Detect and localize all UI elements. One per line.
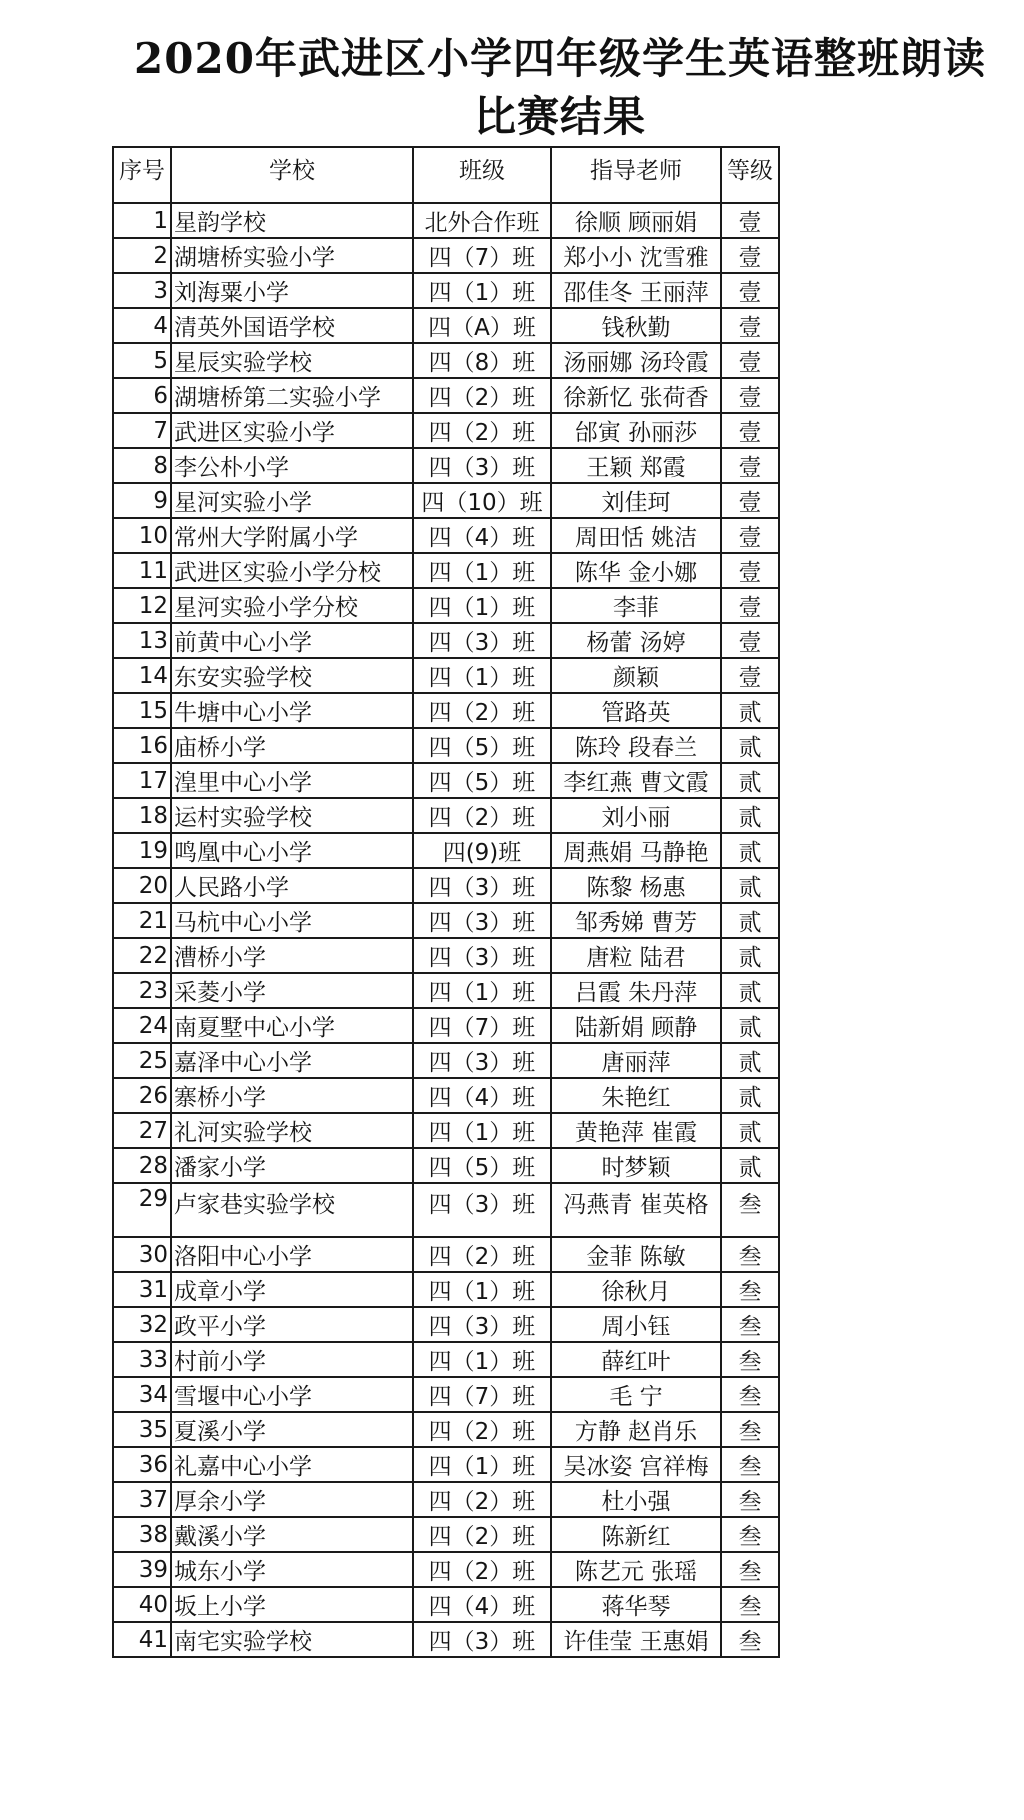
- table-row: [113, 1237, 779, 1272]
- cell-class: 四（1）班: [413, 588, 551, 623]
- cell-class: 四（2）班: [413, 1412, 551, 1447]
- table-row: [113, 1587, 779, 1622]
- table-row: [113, 448, 779, 483]
- cell-grade: 壹: [721, 273, 779, 308]
- cell-school: 武进区实验小学分校: [171, 553, 413, 588]
- cell-class: 四（3）班: [413, 448, 551, 483]
- cell-school: 星韵学校: [171, 203, 413, 238]
- cell-grade: 贰: [721, 938, 779, 973]
- cell-grade: 壹: [721, 658, 779, 693]
- cell-class: 四（2）班: [413, 1237, 551, 1272]
- table-row: [113, 728, 779, 763]
- cell-school: 庙桥小学: [171, 728, 413, 763]
- cell-school: 南宅实验学校: [171, 1622, 413, 1657]
- cell-grade: 叁: [721, 1447, 779, 1482]
- cell-teacher: 陈黎 杨惠: [551, 868, 721, 903]
- cell-school: 礼河实验学校: [171, 1113, 413, 1148]
- cell-teacher: 郑小小 沈雪雅: [551, 238, 721, 273]
- cell-class: 四（5）班: [413, 1148, 551, 1183]
- cell-no: 33: [113, 1342, 171, 1377]
- cell-teacher: 杨蕾 汤婷: [551, 623, 721, 658]
- cell-class: 四（2）班: [413, 413, 551, 448]
- cell-grade: 叁: [721, 1517, 779, 1552]
- cell-grade: 壹: [721, 518, 779, 553]
- cell-grade: 贰: [721, 1113, 779, 1148]
- cell-teacher: 邵佳冬 王丽萍: [551, 273, 721, 308]
- cell-school: 成章小学: [171, 1272, 413, 1307]
- cell-school: 潘家小学: [171, 1148, 413, 1183]
- cell-teacher: 汤丽娜 汤玲霞: [551, 343, 721, 378]
- cell-class: 四（3）班: [413, 903, 551, 938]
- cell-grade: 壹: [721, 483, 779, 518]
- cell-teacher: 颜颖: [551, 658, 721, 693]
- cell-no: 35: [113, 1412, 171, 1447]
- cell-teacher: 钱秋勤: [551, 308, 721, 343]
- cell-no: 7: [113, 413, 171, 448]
- cell-teacher: 金菲 陈敏: [551, 1237, 721, 1272]
- cell-teacher: 冯燕青 崔英格: [551, 1183, 721, 1237]
- cell-teacher: 周小钰: [551, 1307, 721, 1342]
- cell-class: 四（7）班: [413, 1008, 551, 1043]
- cell-no: 15: [113, 693, 171, 728]
- cell-class: 四（3）班: [413, 1183, 551, 1237]
- cell-teacher: 陈艺元 张瑶: [551, 1552, 721, 1587]
- table-row: [113, 833, 779, 868]
- cell-no: 10: [113, 518, 171, 553]
- cell-school: 湖塘桥实验小学: [171, 238, 413, 273]
- cell-class: 四（1）班: [413, 1342, 551, 1377]
- table-row: [113, 1377, 779, 1412]
- cell-grade: 叁: [721, 1377, 779, 1412]
- cell-no: 36: [113, 1447, 171, 1482]
- table-row: [113, 798, 779, 833]
- cell-grade: 贰: [721, 728, 779, 763]
- cell-school: 采菱小学: [171, 973, 413, 1008]
- cell-class: 四（1）班: [413, 658, 551, 693]
- cell-class: 四（2）班: [413, 798, 551, 833]
- cell-school: 马杭中心小学: [171, 903, 413, 938]
- cell-school: 村前小学: [171, 1342, 413, 1377]
- cell-grade: 叁: [721, 1482, 779, 1517]
- cell-no: 20: [113, 868, 171, 903]
- cell-no: 8: [113, 448, 171, 483]
- cell-school: 漕桥小学: [171, 938, 413, 973]
- cell-teacher: 吕霞 朱丹萍: [551, 973, 721, 1008]
- cell-class: 四（10）班: [413, 483, 551, 518]
- cell-no: 40: [113, 1587, 171, 1622]
- cell-grade: 壹: [721, 378, 779, 413]
- cell-grade: 叁: [721, 1412, 779, 1447]
- table-row: [113, 1043, 779, 1078]
- cell-school: 清英外国语学校: [171, 308, 413, 343]
- cell-no: 24: [113, 1008, 171, 1043]
- title-line-1: 2020年武进区小学四年级学生英语整班朗读: [134, 34, 986, 83]
- table-row: [113, 693, 779, 728]
- cell-class: 四（2）班: [413, 378, 551, 413]
- cell-no: 1: [113, 203, 171, 238]
- table-row: [113, 483, 779, 518]
- cell-grade: 壹: [721, 238, 779, 273]
- cell-grade: 壹: [721, 448, 779, 483]
- table-row: [113, 238, 779, 273]
- title-line-2: 比赛结果: [473, 92, 646, 141]
- cell-teacher: 管路英: [551, 693, 721, 728]
- cell-teacher: 陆新娟 顾静: [551, 1008, 721, 1043]
- cell-no: 13: [113, 623, 171, 658]
- cell-class: 四（2）班: [413, 693, 551, 728]
- cell-school: 星辰实验学校: [171, 343, 413, 378]
- cell-grade: 壹: [721, 343, 779, 378]
- cell-class: 四（2）班: [413, 1552, 551, 1587]
- cell-teacher: 陈玲 段春兰: [551, 728, 721, 763]
- cell-school: 星河实验小学分校: [171, 588, 413, 623]
- cell-grade: 贰: [721, 1008, 779, 1043]
- cell-class: 四（7）班: [413, 1377, 551, 1412]
- cell-school: 南夏墅中心小学: [171, 1008, 413, 1043]
- cell-grade: 叁: [721, 1552, 779, 1587]
- table-row: [113, 203, 779, 238]
- cell-no: 25: [113, 1043, 171, 1078]
- cell-grade: 贰: [721, 1043, 779, 1078]
- cell-school: 武进区实验小学: [171, 413, 413, 448]
- cell-no: 29: [113, 1183, 171, 1237]
- table-row: [113, 343, 779, 378]
- cell-class: 四（8）班: [413, 343, 551, 378]
- table-row: [113, 1078, 779, 1113]
- table-row: [113, 1447, 779, 1482]
- cell-class: 四（5）班: [413, 728, 551, 763]
- table-row: [113, 1307, 779, 1342]
- table-row: [113, 1008, 779, 1043]
- cell-teacher: 邰寅 孙丽莎: [551, 413, 721, 448]
- cell-class: 四（7）班: [413, 238, 551, 273]
- cell-class: 四（A）班: [413, 308, 551, 343]
- cell-teacher: 周燕娟 马静艳: [551, 833, 721, 868]
- cell-grade: 壹: [721, 623, 779, 658]
- header-class: 班级: [413, 147, 551, 203]
- table-row: [113, 518, 779, 553]
- table-row: [113, 623, 779, 658]
- cell-no: 32: [113, 1307, 171, 1342]
- cell-teacher: 许佳莹 王惠娟: [551, 1622, 721, 1657]
- cell-school: 嘉泽中心小学: [171, 1043, 413, 1078]
- cell-no: 2: [113, 238, 171, 273]
- cell-no: 23: [113, 973, 171, 1008]
- cell-teacher: 蒋华琴: [551, 1587, 721, 1622]
- cell-class: 四（1）班: [413, 1447, 551, 1482]
- cell-school: 牛塘中心小学: [171, 693, 413, 728]
- table-row: [113, 1148, 779, 1183]
- cell-no: 41: [113, 1622, 171, 1657]
- cell-grade: 贰: [721, 833, 779, 868]
- table-row: [113, 1113, 779, 1148]
- cell-no: 34: [113, 1377, 171, 1412]
- cell-grade: 贰: [721, 693, 779, 728]
- cell-grade: 壹: [721, 588, 779, 623]
- cell-teacher: 陈华 金小娜: [551, 553, 721, 588]
- cell-class: 四（2）班: [413, 1482, 551, 1517]
- table-row: [113, 588, 779, 623]
- cell-no: 37: [113, 1482, 171, 1517]
- table-row: [113, 1412, 779, 1447]
- results-table: [112, 146, 780, 1658]
- table-row: [113, 1517, 779, 1552]
- cell-teacher: 徐顺 顾丽娟: [551, 203, 721, 238]
- cell-teacher: 黄艳萍 崔霞: [551, 1113, 721, 1148]
- cell-no: 22: [113, 938, 171, 973]
- cell-grade: 贰: [721, 763, 779, 798]
- table-row: [113, 1272, 779, 1307]
- cell-school: 前黄中心小学: [171, 623, 413, 658]
- cell-no: 14: [113, 658, 171, 693]
- cell-school: 人民路小学: [171, 868, 413, 903]
- table-row: [113, 973, 779, 1008]
- table-row: [113, 378, 779, 413]
- cell-grade: 贰: [721, 903, 779, 938]
- cell-grade: 叁: [721, 1307, 779, 1342]
- cell-teacher: 方静 赵肖乐: [551, 1412, 721, 1447]
- cell-no: 4: [113, 308, 171, 343]
- cell-class: 四（3）班: [413, 938, 551, 973]
- header-teacher: 指导老师: [551, 147, 721, 203]
- cell-no: 21: [113, 903, 171, 938]
- cell-no: 18: [113, 798, 171, 833]
- cell-school: 常州大学附属小学: [171, 518, 413, 553]
- header-grade: 等级: [721, 147, 779, 203]
- cell-school: 寨桥小学: [171, 1078, 413, 1113]
- cell-grade: 叁: [721, 1622, 779, 1657]
- table-row: [113, 938, 779, 973]
- cell-class: 四（3）班: [413, 1043, 551, 1078]
- cell-grade: 壹: [721, 413, 779, 448]
- cell-no: 6: [113, 378, 171, 413]
- cell-teacher: 朱艳红: [551, 1078, 721, 1113]
- cell-teacher: 徐秋月: [551, 1272, 721, 1307]
- cell-school: 卢家巷实验学校: [171, 1183, 413, 1237]
- table-row: [113, 1482, 779, 1517]
- cell-teacher: 时梦颖: [551, 1148, 721, 1183]
- cell-class: 四（4）班: [413, 518, 551, 553]
- cell-school: 戴溪小学: [171, 1517, 413, 1552]
- cell-school: 坂上小学: [171, 1587, 413, 1622]
- cell-class: 四（3）班: [413, 1622, 551, 1657]
- results-body: [113, 203, 779, 1657]
- cell-grade: 叁: [721, 1587, 779, 1622]
- cell-class: 北外合作班: [413, 203, 551, 238]
- cell-school: 雪堰中心小学: [171, 1377, 413, 1412]
- cell-no: 16: [113, 728, 171, 763]
- cell-teacher: 李菲: [551, 588, 721, 623]
- cell-grade: 壹: [721, 203, 779, 238]
- table-row: [113, 273, 779, 308]
- cell-class: 四(9)班: [413, 833, 551, 868]
- table-row: [113, 1552, 779, 1587]
- cell-grade: 贰: [721, 1148, 779, 1183]
- cell-no: 26: [113, 1078, 171, 1113]
- cell-grade: 贰: [721, 868, 779, 903]
- cell-class: 四（3）班: [413, 868, 551, 903]
- cell-class: 四（4）班: [413, 1078, 551, 1113]
- cell-school: 洛阳中心小学: [171, 1237, 413, 1272]
- cell-no: 5: [113, 343, 171, 378]
- cell-grade: 贰: [721, 1078, 779, 1113]
- cell-no: 39: [113, 1552, 171, 1587]
- cell-class: 四（4）班: [413, 1587, 551, 1622]
- cell-no: 11: [113, 553, 171, 588]
- table-row: [113, 1342, 779, 1377]
- cell-school: 湟里中心小学: [171, 763, 413, 798]
- cell-no: 30: [113, 1237, 171, 1272]
- header-row: [113, 147, 779, 203]
- cell-no: 12: [113, 588, 171, 623]
- cell-school: 东安实验学校: [171, 658, 413, 693]
- cell-school: 运村实验学校: [171, 798, 413, 833]
- cell-class: 四（3）班: [413, 1307, 551, 1342]
- cell-school: 厚余小学: [171, 1482, 413, 1517]
- table-row: [113, 553, 779, 588]
- cell-teacher: 周田恬 姚洁: [551, 518, 721, 553]
- cell-no: 3: [113, 273, 171, 308]
- cell-grade: 壹: [721, 553, 779, 588]
- header-no: 序号: [113, 147, 171, 203]
- page-title: [110, 30, 1010, 146]
- cell-no: 27: [113, 1113, 171, 1148]
- table-row: [113, 903, 779, 938]
- cell-no: 9: [113, 483, 171, 518]
- cell-teacher: 徐新忆 张荷香: [551, 378, 721, 413]
- cell-teacher: 唐丽萍: [551, 1043, 721, 1078]
- cell-school: 湖塘桥第二实验小学: [171, 378, 413, 413]
- cell-class: 四（1）班: [413, 973, 551, 1008]
- cell-school: 政平小学: [171, 1307, 413, 1342]
- cell-teacher: 刘佳珂: [551, 483, 721, 518]
- cell-grade: 叁: [721, 1183, 779, 1237]
- cell-teacher: 吴冰姿 宫祥梅: [551, 1447, 721, 1482]
- cell-class: 四（3）班: [413, 623, 551, 658]
- cell-no: 31: [113, 1272, 171, 1307]
- cell-school: 李公朴小学: [171, 448, 413, 483]
- cell-school: 夏溪小学: [171, 1412, 413, 1447]
- cell-grade: 壹: [721, 308, 779, 343]
- cell-teacher: 陈新红: [551, 1517, 721, 1552]
- table-row: [113, 1622, 779, 1657]
- cell-school: 鸣凰中心小学: [171, 833, 413, 868]
- cell-teacher: 王颖 郑霞: [551, 448, 721, 483]
- table-row: [113, 868, 779, 903]
- cell-grade: 叁: [721, 1237, 779, 1272]
- cell-grade: 贰: [721, 798, 779, 833]
- cell-school: 礼嘉中心小学: [171, 1447, 413, 1482]
- table-row: [113, 1183, 779, 1237]
- table-row: [113, 658, 779, 693]
- cell-school: 刘海粟小学: [171, 273, 413, 308]
- cell-teacher: 李红燕 曹文霞: [551, 763, 721, 798]
- cell-teacher: 唐粒 陆君: [551, 938, 721, 973]
- table-row: [113, 413, 779, 448]
- cell-grade: 叁: [721, 1342, 779, 1377]
- cell-teacher: 邹秀娣 曹芳: [551, 903, 721, 938]
- cell-no: 38: [113, 1517, 171, 1552]
- cell-teacher: 杜小强: [551, 1482, 721, 1517]
- cell-class: 四（1）班: [413, 1272, 551, 1307]
- cell-teacher: 薛红叶: [551, 1342, 721, 1377]
- cell-grade: 贰: [721, 973, 779, 1008]
- cell-no: 17: [113, 763, 171, 798]
- header-school: 学校: [171, 147, 413, 203]
- table-row: [113, 308, 779, 343]
- cell-no: 28: [113, 1148, 171, 1183]
- cell-no: 19: [113, 833, 171, 868]
- table-row: [113, 763, 779, 798]
- cell-class: 四（5）班: [413, 763, 551, 798]
- cell-grade: 叁: [721, 1272, 779, 1307]
- cell-class: 四（1）班: [413, 273, 551, 308]
- cell-teacher: 刘小丽: [551, 798, 721, 833]
- cell-class: 四（1）班: [413, 1113, 551, 1148]
- cell-class: 四（1）班: [413, 553, 551, 588]
- cell-school: 城东小学: [171, 1552, 413, 1587]
- cell-class: 四（2）班: [413, 1517, 551, 1552]
- cell-school: 星河实验小学: [171, 483, 413, 518]
- cell-teacher: 毛 宁: [551, 1377, 721, 1412]
